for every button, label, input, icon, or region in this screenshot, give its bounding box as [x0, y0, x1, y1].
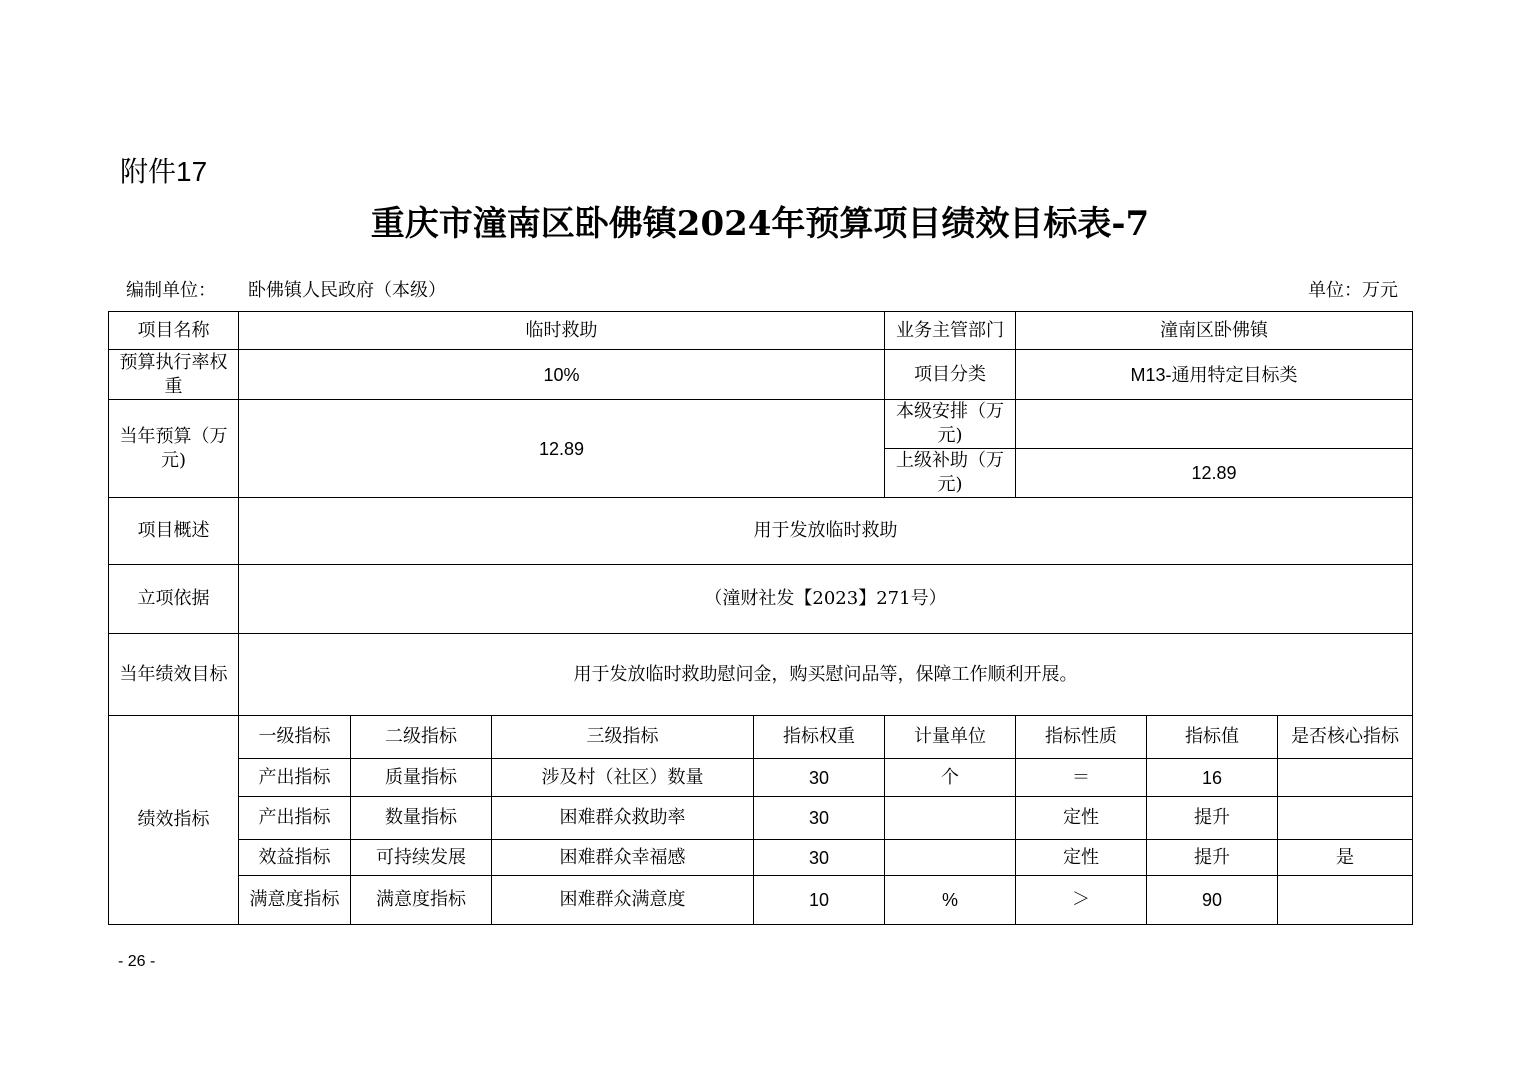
- indicator-l3: 困难群众幸福感: [492, 840, 754, 876]
- header-l2: 二级指标: [351, 716, 492, 759]
- indicator-weight: 30: [754, 840, 885, 876]
- row-project-name: [109, 312, 1413, 350]
- overview-label: 项目概述: [109, 498, 239, 565]
- row-exec-rate: [109, 350, 1413, 400]
- indicator-core: [1278, 759, 1413, 797]
- table-row: [109, 759, 1413, 797]
- page-title: 重庆市潼南区卧佛镇2024年预算项目绩效目标表-7: [370, 204, 1150, 244]
- indicator-weight: 30: [754, 759, 885, 797]
- upper-value: 12.89: [1016, 449, 1413, 498]
- indicator-nature: ＝: [1016, 759, 1147, 797]
- basis-label: 立项依据: [109, 565, 239, 634]
- goal-value: 用于发放临时救助慰问金，购买慰问品等，保障工作顺利开展。: [239, 634, 1413, 716]
- indicators-label: 绩效指标: [109, 716, 239, 925]
- local-label: 本级安排（万元): [885, 400, 1016, 449]
- header-weight: 指标权重: [754, 716, 885, 759]
- header-value: 指标值: [1147, 716, 1278, 759]
- org-info: [126, 276, 446, 302]
- upper-label: 上级补助（万元): [885, 449, 1016, 498]
- header-nature: 指标性质: [1016, 716, 1147, 759]
- table-row: [109, 797, 1413, 840]
- indicator-l1: 满意度指标: [239, 876, 351, 925]
- header-l3: 三级指标: [492, 716, 754, 759]
- row-budget-local: [109, 400, 1413, 449]
- indicator-core: [1278, 797, 1413, 840]
- indicator-l3: 困难群众满意度: [492, 876, 754, 925]
- indicator-weight: 10: [754, 876, 885, 925]
- indicator-value: 提升: [1147, 797, 1278, 840]
- indicator-core: 是: [1278, 840, 1413, 876]
- category-value: M13-通用特定目标类: [1016, 350, 1413, 400]
- dept-value: 潼南区卧佛镇: [1016, 312, 1413, 350]
- indicator-value: 90: [1147, 876, 1278, 925]
- header-l1: 一级指标: [239, 716, 351, 759]
- basis-value: （潼财社发【2023】271号）: [239, 565, 1413, 634]
- dept-label: 业务主管部门: [885, 312, 1016, 350]
- budget-value: 12.89: [239, 400, 885, 498]
- org-label: 编制单位：: [126, 280, 216, 301]
- attachment-label: 附件17: [120, 156, 208, 187]
- row-goal: [109, 634, 1413, 716]
- header-unit: 计量单位: [885, 716, 1016, 759]
- page-number: - 26 -: [118, 953, 156, 970]
- indicator-l2: 可持续发展: [351, 840, 492, 876]
- indicator-nature: 定性: [1016, 797, 1147, 840]
- local-value: [1016, 400, 1413, 449]
- indicator-nature: ＞: [1016, 876, 1147, 925]
- goal-label: 当年绩效目标: [109, 634, 239, 716]
- indicator-l3: 涉及村（社区）数量: [492, 759, 754, 797]
- indicator-weight: 30: [754, 797, 885, 840]
- indicator-l1: 产出指标: [239, 759, 351, 797]
- indicator-core: [1278, 876, 1413, 925]
- overview-value: 用于发放临时救助: [239, 498, 1413, 565]
- indicator-l3: 困难群众救助率: [492, 797, 754, 840]
- project-name-value: 临时救助: [239, 312, 885, 350]
- indicator-l1: 产出指标: [239, 797, 351, 840]
- indicator-l2: 数量指标: [351, 797, 492, 840]
- exec-rate-value: 10%: [239, 350, 885, 400]
- budget-label: 当年预算（万元): [109, 400, 239, 498]
- indicator-nature: 定性: [1016, 840, 1147, 876]
- header-core: 是否核心指标: [1278, 716, 1413, 759]
- unit-label: 单位：万元: [1308, 280, 1398, 301]
- project-name-label: 项目名称: [109, 312, 239, 350]
- indicator-l2: 满意度指标: [351, 876, 492, 925]
- exec-rate-label: 预算执行率权重: [109, 350, 239, 400]
- indicator-unit: %: [885, 876, 1016, 925]
- indicator-l1: 效益指标: [239, 840, 351, 876]
- indicator-value: 16: [1147, 759, 1278, 797]
- indicator-header-row: [109, 716, 1413, 759]
- row-overview: [109, 498, 1413, 565]
- table-row: [109, 840, 1413, 876]
- indicator-unit: [885, 840, 1016, 876]
- indicator-unit: 个: [885, 759, 1016, 797]
- row-basis: [109, 565, 1413, 634]
- org-value: 卧佛镇人民政府（本级）: [248, 280, 446, 301]
- category-label: 项目分类: [885, 350, 1016, 400]
- indicator-value: 提升: [1147, 840, 1278, 876]
- table-row: [109, 876, 1413, 925]
- performance-table: [108, 311, 1413, 925]
- indicator-l2: 质量指标: [351, 759, 492, 797]
- indicator-unit: [885, 797, 1016, 840]
